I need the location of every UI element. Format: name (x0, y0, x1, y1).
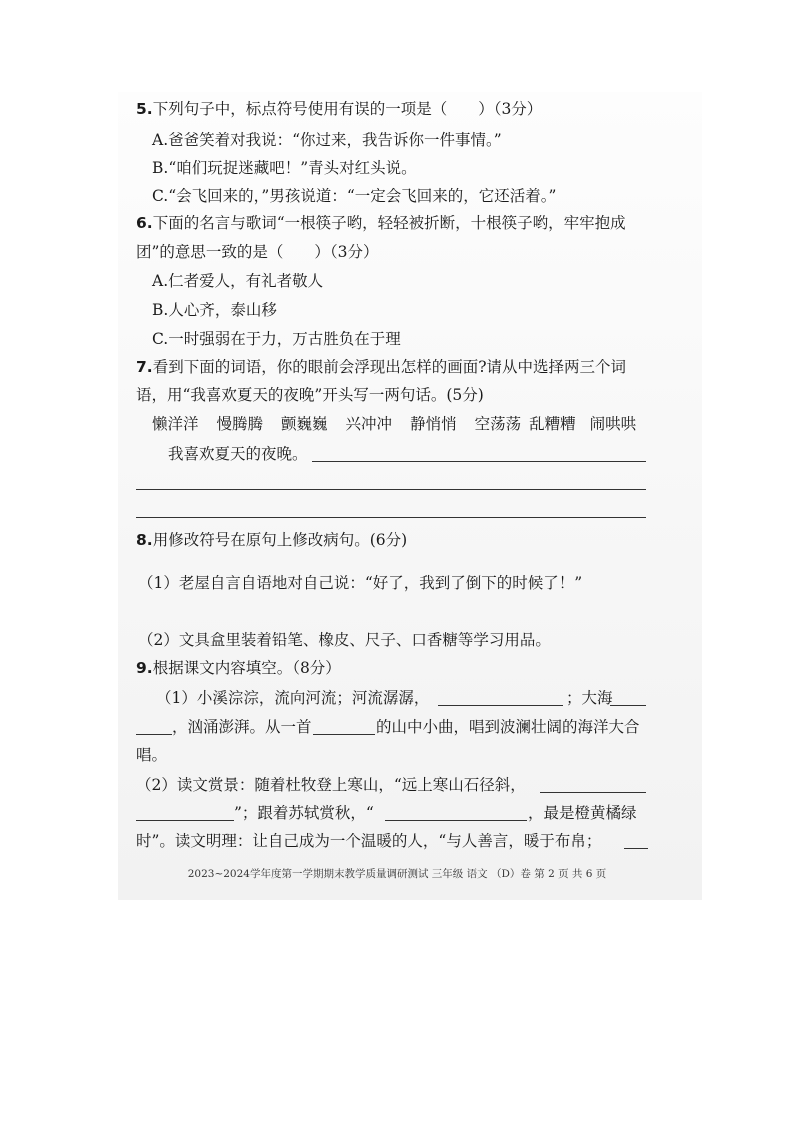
q6-option-b: B.人心齐，泰山移 (152, 301, 277, 319)
q6-option-a: A.仁者爱人，有礼者敬人 (152, 272, 324, 290)
q9-p2-line1a: （2）读文赏景：随着杜牧登上寒山，“远上寒山石径斜， (136, 776, 526, 794)
q8-item-2: （2）文具盒里装着铅笔、橡皮、尺子、口香糖等学习用品。 (138, 631, 551, 649)
word-item: 懒洋洋 (152, 415, 199, 433)
word-item: 颤巍巍 (281, 415, 328, 433)
q9-p1-line1b: ；大海 (566, 689, 613, 707)
fill-blank[interactable] (624, 848, 648, 849)
q5-stem: 5.下列句子中，标点符号使用有误的一项是（ ）（3分） (136, 100, 543, 118)
word-item: 闹哄哄 (589, 415, 637, 433)
q6-option-c: C.一时强弱在于力，万古胜负在于理 (152, 330, 401, 348)
word-item: 静悄悄 (410, 415, 457, 433)
q5-option-a: A.爸爸笑着对我说：“你过来，我告诉你一件事情。” (152, 131, 502, 149)
q9-stem: 9.根据课文内容填空。（8分） (136, 659, 341, 677)
page-footer: 2023~2024学年度第一学期期末教学质量调研测试 三年级 语文 （D）卷 第 2 页 共 6 页 (187, 868, 607, 880)
q9-p1-line2b: 的山中小曲，唱到波澜壮阔的海洋大合 (376, 718, 640, 736)
fill-blank[interactable] (385, 820, 527, 821)
fill-blank[interactable] (136, 734, 172, 735)
fill-blank[interactable] (540, 792, 646, 793)
q8-stem: 8.用修改符号在原句上修改病句。(6分) (136, 531, 408, 549)
word-item: 乱糟糟 (529, 415, 576, 433)
q8-item-1: （1）老屋自言自语地对自己说：“好了，我到了倒下的时候了！” (138, 574, 583, 592)
q9-p2-line3: 时”。读文明理：让自己成为一个温暖的人，“与人善言，暖于布帛； (136, 832, 602, 850)
answer-line[interactable] (136, 517, 646, 518)
answer-line[interactable] (312, 461, 646, 462)
q9-p2-line2b: ，最是橙黄橘绿 (528, 804, 637, 822)
q9-p1-line3: 唱。 (136, 746, 168, 764)
fill-blank[interactable] (438, 705, 563, 706)
q7-stem-line2: 语，用“我喜欢夏天的夜晚”开头写一两句话。(5分) (136, 386, 484, 404)
q9-p2-line2a: ”；跟着苏轼赏秋，“ (234, 804, 374, 822)
q9-p1-line1a: （1）小溪淙淙，流向河流；河流潺潺， (156, 689, 430, 707)
q7-lead-text: 我喜欢夏天的夜晚。 (168, 445, 308, 463)
q5-option-b: B.“咱们玩捉迷藏吧！”青头对红头说。 (152, 159, 417, 177)
q5-option-c: C.“会飞回来的，”男孩说道：“一定会飞回来的，它还活着。” (152, 187, 557, 205)
word-item: 空荡荡 (474, 415, 522, 433)
word-item: 慢腾腾 (216, 415, 264, 433)
q6-stem-line2: 团”的意思一致的是（ ）（3分） (136, 243, 379, 261)
fill-blank[interactable] (313, 734, 375, 735)
word-item: 兴冲冲 (345, 415, 393, 433)
q7-stem-line1: 7.看到下面的词语，你的眼前会浮现出怎样的画面?请从中选择两三个词 (136, 358, 626, 376)
q6-stem-line1: 6.下面的名言与歌词“一根筷子哟，轻轻被折断，十根筷子哟，牢牢抱成 (136, 214, 626, 232)
fill-blank[interactable] (136, 820, 234, 821)
q9-p1-line2a: ，汹涌澎湃。从一首 (172, 718, 312, 736)
fill-blank[interactable] (610, 705, 646, 706)
q7-word-list (152, 414, 654, 434)
answer-line[interactable] (136, 489, 646, 490)
